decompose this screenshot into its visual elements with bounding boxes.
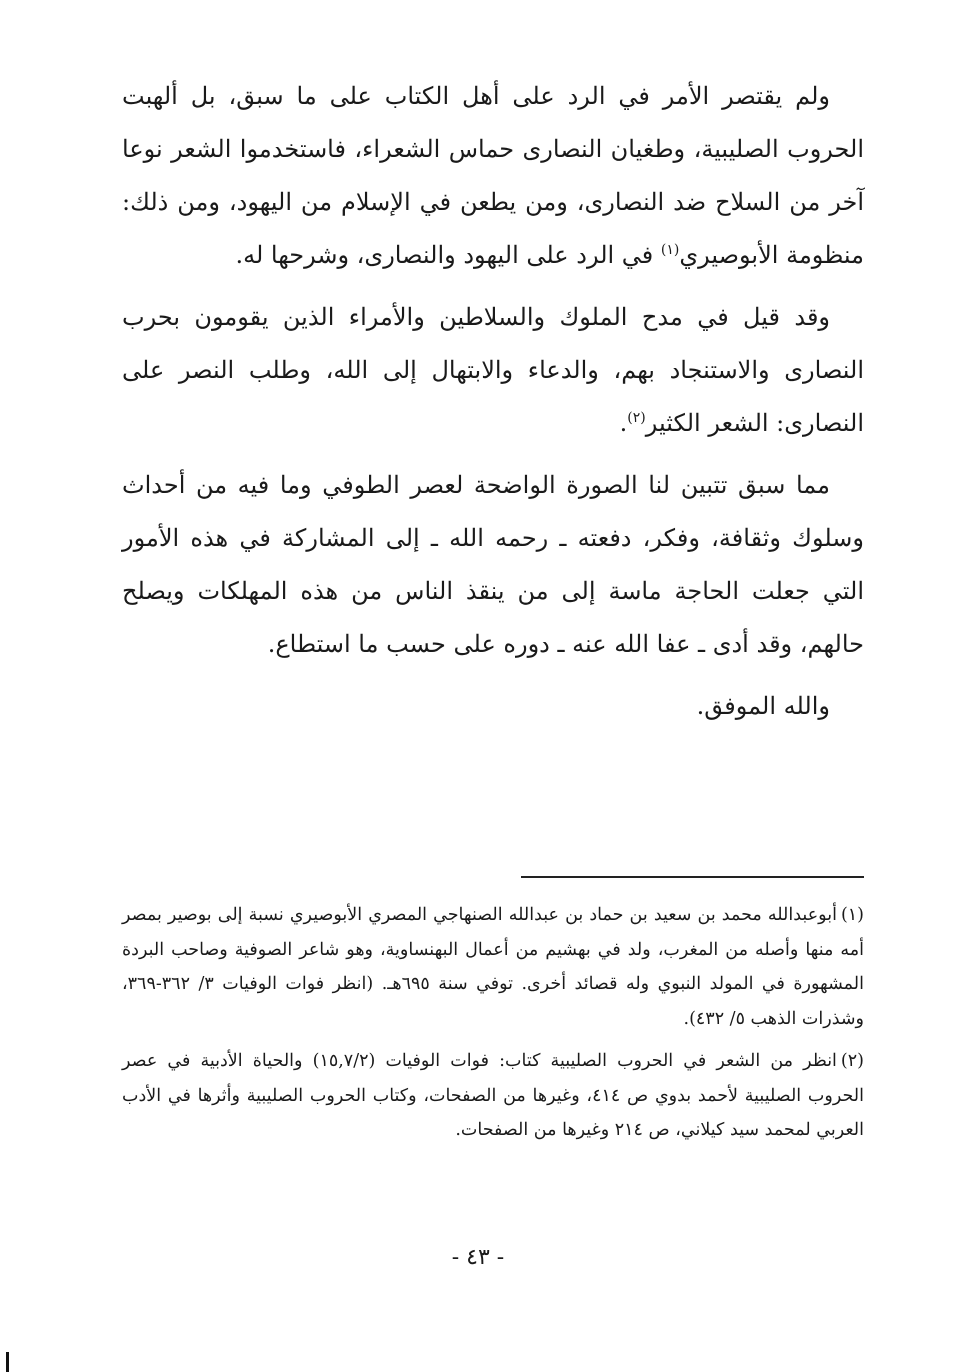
footnote-2 [122, 1044, 864, 1148]
main-body-text [122, 70, 864, 742]
page-number: - ٤٣ - [451, 1245, 505, 1270]
footnote-1-text: أبوعبدالله محمد بن سعيد بن حماد بن عبدالله الصنهاجي المصري الأبوصيري نسبة إلى بوصير بمصر أمه منها وأصله من المغرب، ولد في بهشيم من أعمال البهنساوية، وهو شاعر الصوفية وصاحب البردة المشهورة في المولد النبوي وله قصائد أخرى. توفي سنة ٦٩٥هـ. (انظر فوات الوفيات ٣/ ٣٦٢-٣٦٩، وشذرات الذهب ٥/ ٤٣٢). [122, 905, 864, 1029]
paragraph-1-text: ولم يقتصر الأمر في الرد على أهل الكتاب على ما سبق، بل ألهبت الحروب الصليبية، وطغيان النصارى حماس الشعراء، فاستخدموا الشعر نوعا آخر من السلاح ضد النصارى، ومن يطعن في الإسلام من اليهود، ومن ذلك: منظومة الأبوصيري [122, 82, 864, 269]
paragraph-1-text-end: في الرد على اليهود والنصارى، وشرحها له. [235, 241, 661, 269]
footnote-1-number: (١) [840, 905, 864, 925]
footnote-divider [521, 876, 864, 878]
footnote-2-number: (٢) [840, 1051, 864, 1071]
footnote-ref-2: (٢) [627, 410, 646, 426]
footnote-2-text: انظر من الشعر في الحروب الصليبية كتاب: فوات الوفيات (١٥,٧/٢) والحياة الأدبية في عصر الحروب الصليبية لأحمد بدوي ص ٤١٤، وغيرها من الصفحات، وكتاب الحروب الصليبية وأثرها في الأدب العربي لمحمد سيد كيلاني، ص ٢١٤ وغيرها من الصفحات. [122, 1051, 864, 1140]
footnote-1 [122, 898, 864, 1036]
paragraph-2 [122, 291, 864, 450]
paragraph-3: مما سبق تتبين لنا الصورة الواضحة لعصر الطوفي وما فيه من أحداث وسلوك وثقافة، وفكر، دفعته ـ رحمه الله ـ إلى المشاركة في هذه الأمور التي جعلت الحاجة ماسة إلى من ينقذ الناس من هذه المهلكات ويصلح حالهم، وقد أدى ـ عفا الله عنه ـ دوره على حسب ما استطاع. [122, 471, 864, 658]
paragraph-2-text: وقد قيل في مدح الملوك والسلاطين والأمراء الذين يقومون بحرب النصارى والاستنجاد بهم، والدعاء والابتهال إلى الله، وطلب النصر على النصارى: الشعر الكثير [122, 303, 864, 437]
paragraph-1 [122, 70, 864, 282]
footnote-ref-1: (١) [660, 242, 680, 258]
closing-line: والله الموفق. [696, 692, 830, 720]
footnotes-section [122, 898, 864, 1156]
scan-edge-mark [6, 1352, 9, 1372]
paragraph-2-text-end: . [619, 409, 628, 437]
